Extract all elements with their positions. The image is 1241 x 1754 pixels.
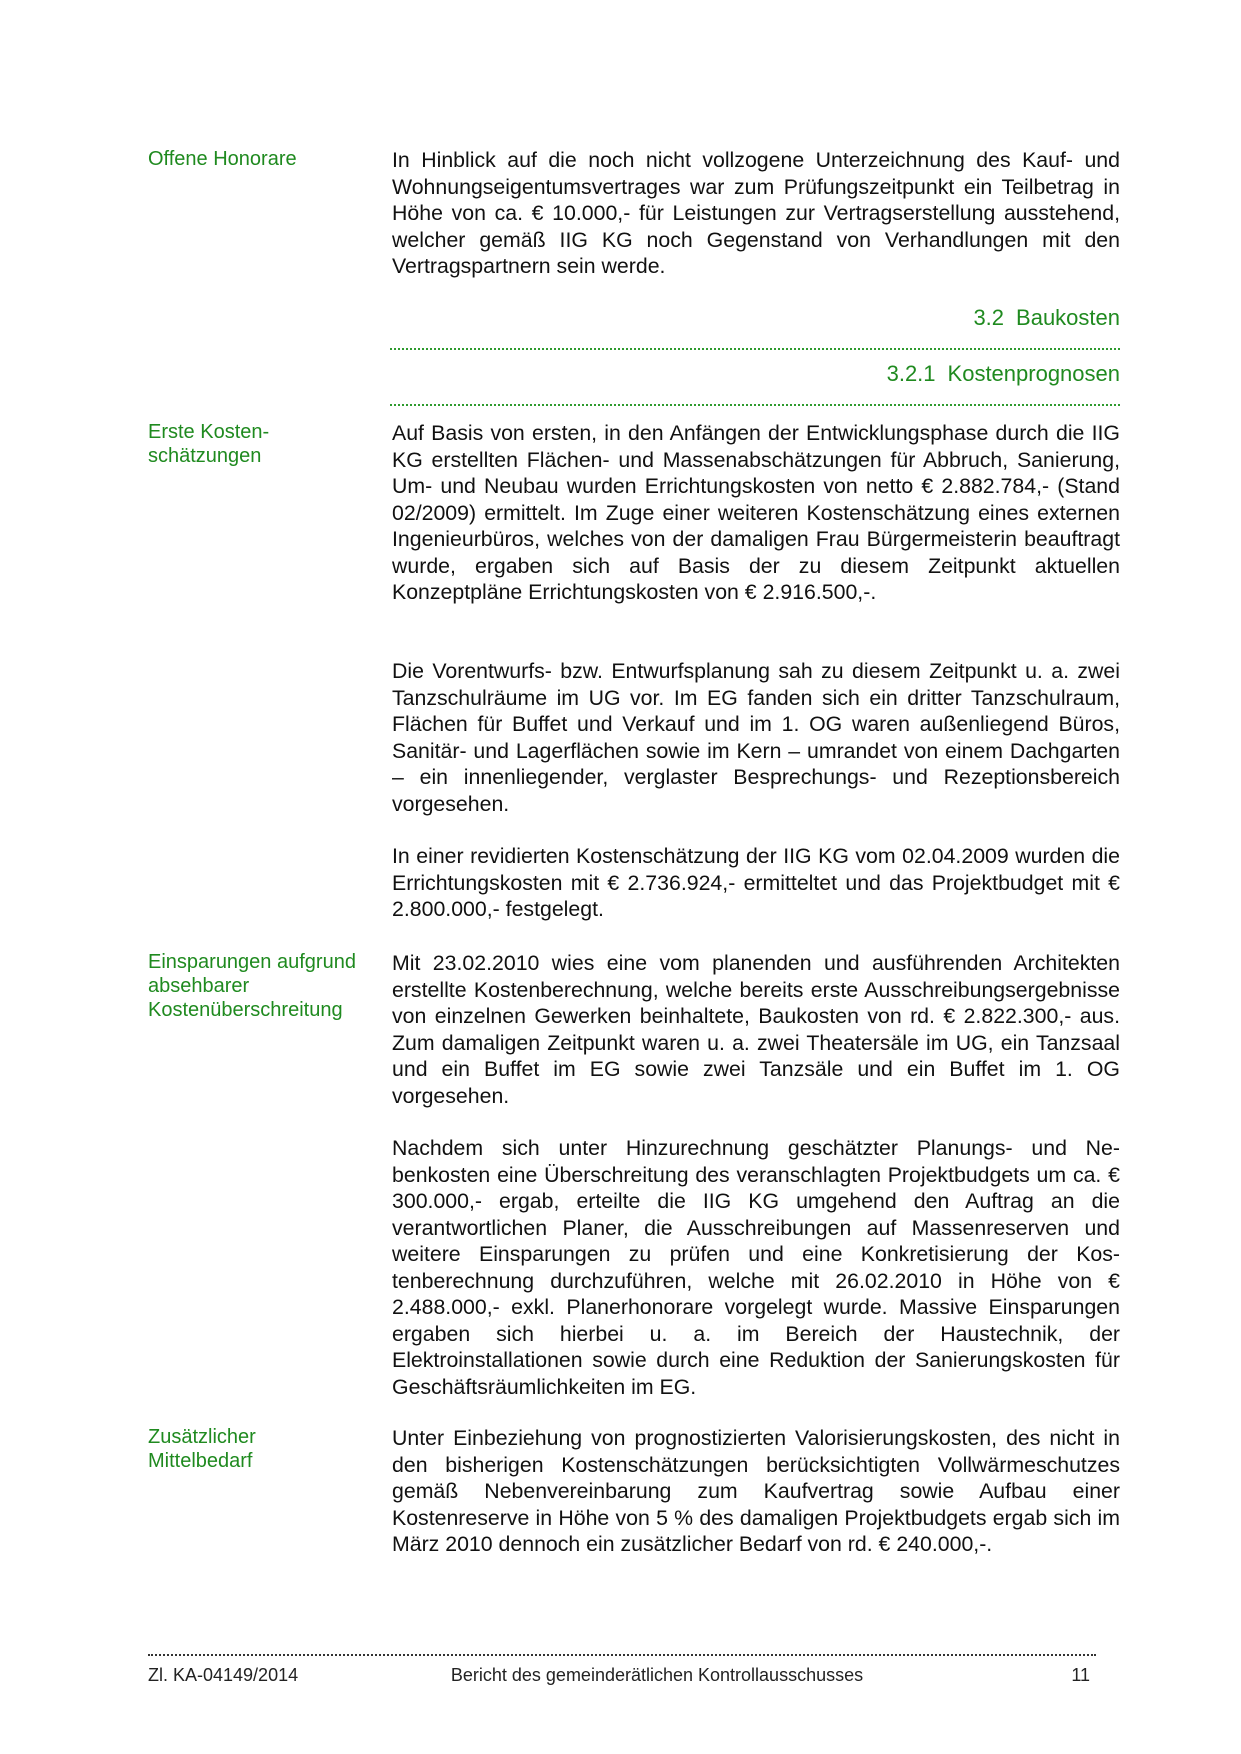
margin-note-line: Erste Kosten- xyxy=(148,421,270,443)
footer-reference: Zl. KA-04149/2014 xyxy=(148,1665,299,1685)
heading-number: 3.2 xyxy=(973,305,1005,330)
paragraph-revidierte-kostenschaetzung: In einer revidierten Kostenschätzung der IIG KG vom 02.04.2009 wurden die Errichtungskosten mit € 2.736.924,- ermitteltet und das Projektbudget mit € 2.800.000,- festgelegt. xyxy=(392,844,1120,921)
heading-number: 3.2.1 xyxy=(886,361,936,386)
margin-note-erste-kostenschaetzungen xyxy=(148,420,378,468)
paragraph-ueberschreitung: Nachdem sich unter Hinzurechnung geschätzter Planungs- und Nebenkosten eine Überschreitung des veranschlagten Projektbudgets um ca. € 300.000,- ergab, erteilte die IIG KG umgehend den Auftrag an die verantwortlichen Planer, die Ausschreibungen auf Massenreserven und weitere Einsparungen zu prüfen und eine Konkretisierung der Kostenberechnung durchzuführen, welche mit 26.02.2010 in Höhe von € 2.488.000,- exkl. Planerhonorare vorgelegt wurde. Massive Einsparungen ergaben sich hierbei u. a. im Bereich der Haustechnik, der Elektroinstallationen sowie durch eine Reduktion der Sanierungskosten für Geschäftsräumlichkeiten im EG. xyxy=(392,1136,1120,1399)
paragraph-offene-honorare: In Hinblick auf die noch nicht vollzogene Unterzeichnung des Kauf- und Wohnungseigentumsvertrages war zum Prüfungszeitpunkt ein Teilbetrag in Höhe von ca. € 10.000,- für Leistungen zur Vertragserstellung ausstehend, welcher gemäß IIG KG noch Gegenstand von Verhandlungen mit den Vertragspartnern sein werde. xyxy=(392,148,1120,278)
footer-title: Bericht des gemeinderätlichen Kontrollausschusses xyxy=(450,1665,864,1685)
section-heading-3-2-1 xyxy=(390,358,1120,406)
heading-title: Kostenprognosen xyxy=(947,361,1120,386)
margin-note-line: Offene Honorare xyxy=(148,148,297,170)
margin-note-line: absehbarer xyxy=(148,975,250,997)
margin-note-line: Kostenüberschreitung xyxy=(148,999,343,1021)
footer-divider xyxy=(148,1654,1096,1656)
margin-note-line: Zusätzlicher xyxy=(148,1426,256,1448)
paragraph-erste-kostenschaetzungen: Auf Basis von ersten, in den Anfängen der Entwicklungsphase durch die IIG KG erstellten Flächen- und Massenabschätzungen für Abbruch, Sanierung, Um- und Neubau wurden Errichtungskosten von netto € 2.882.784,- (Stand 02/2009) ermittelt. Im Zuge einer weiteren Kostenschätzung eines externen Ingenieurbüros, welches von der damaligen Frau Bürgermeisterin beauftragt wurde, ergaben sich auf Basis der zu diesem Zeitpunkt aktuellen Konzeptpläne Errichtungskosten von € 2.916.500,-. xyxy=(392,421,1120,604)
margin-note-offene-honorare xyxy=(148,147,378,171)
paragraph-entwurfsplanung: Die Vorentwurfs- bzw. Entwurfsplanung sah zu diesem Zeitpunkt u. a. zwei Tanzschulräume im UG vor. Im EG fanden sich ein dritter Tanzschulraum, Flächen für Buffet und Verkauf und im 1. OG waren außenliegend Büros, Sanitär- und Lagerflächen sowie im Kern – umrandet von einem Dachgarten – ein innenliegender, verglaster Besprechungs- und Rezeptionsbereich vorgesehen. xyxy=(392,659,1120,816)
margin-note-line: schätzungen xyxy=(148,445,262,467)
heading-title: Baukosten xyxy=(1016,305,1120,330)
margin-note-mittelbedarf xyxy=(148,1425,378,1473)
page-number: 11 xyxy=(1071,1665,1090,1685)
margin-note-line: Einsparungen aufgrund xyxy=(148,951,356,973)
paragraph-kostenberechnung-2010: Mit 23.02.2010 wies eine vom planenden und ausführenden Architekten erstellte Kostenberechnung, welche bereits erste Ausschreibungsergebnisse von einzelnen Gewerken beinhaltete, Baukosten von rd. € 2.822.300,- aus. Zum damaligen Zeitpunkt waren u. a. zwei Theatersäle im UG, ein Tanzsaal und ein Buffet im EG sowie zwei Tanzsäle und ein Buffet im 1. OG vorgesehen. xyxy=(392,951,1120,1108)
section-heading-3-2 xyxy=(390,302,1120,350)
paragraph-zusaetzlicher-bedarf: Unter Einbeziehung von prognostizierten Valorisierungskosten, des nicht in den bisherigen Kostenschätzungen berücksichtigten Vollwärmeschutzes gemäß Nebenvereinbarung zum Kaufvertrag sowie Aufbau einer Kostenreserve in Höhe von 5 % des damaligen Projektbudgets ergab sich im März 2010 dennoch ein zusätzlicher Bedarf von rd. € 240.000,-. xyxy=(392,1426,1120,1556)
margin-note-einsparungen xyxy=(148,950,378,1022)
margin-note-line: Mittelbedarf xyxy=(148,1450,253,1472)
